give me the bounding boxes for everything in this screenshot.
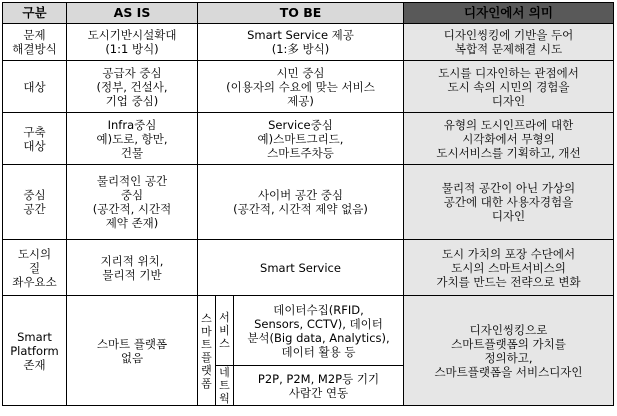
table-row — [3, 240, 614, 296]
row-label: Smart Platform 존재 — [3, 296, 67, 406]
meaning-cell: 유형의 도시인프라에 대한 시각화에서 무형의 도시서비스를 기획하고, 개선 — [404, 113, 614, 165]
network-sub-label: 네 트 웍 — [216, 366, 234, 406]
network-sub-cell: P2P, P2M, M2P등 기기 사람간 연동 — [234, 366, 404, 406]
meaning-cell: 디자인씽킹에 기반을 두어 복합적 문제해결 시도 — [404, 24, 614, 61]
row-label: 구축 대상 — [3, 113, 67, 165]
header-category: 구분 — [3, 3, 67, 24]
table-row — [3, 165, 614, 240]
header-row — [3, 3, 614, 24]
row-label: 문제 해결방식 — [3, 24, 67, 61]
to-be-cell: 시민 중심 (이용자의 수요에 맞는 서비스 제공) — [198, 61, 404, 113]
meaning-cell: 도시를 디자인하는 관점에서 도시 속의 시민의 경험을 디자인 — [404, 61, 614, 113]
service-sub-label: 서 비 스 — [216, 296, 234, 366]
meaning-cell: 도시 가치의 포장 수단에서 도시의 스마트서비스의 가치를 만드는 전략으로 변화 — [404, 240, 614, 296]
as-is-cell: 물리적인 공간 중심 (공간적, 시간적 제약 존재) — [67, 165, 198, 240]
header-as-is: AS IS — [67, 3, 198, 24]
as-is-cell: 도시기반시설확대 (1:1 방식) — [67, 24, 198, 61]
table-row — [3, 24, 614, 61]
to-be-cell: Smart Service — [198, 240, 404, 296]
row-label: 중심 공간 — [3, 165, 67, 240]
header-to-be: TO BE — [198, 3, 404, 24]
as-is-cell: Infra중심 예)도로, 항만, 건물 — [67, 113, 198, 165]
as-is-cell: 지리적 위치, 물리적 기반 — [67, 240, 198, 296]
table-row — [3, 296, 614, 366]
header-design-meaning: 디자인에서 의미 — [404, 3, 614, 24]
meaning-cell: 디자인씽킹으로 스마트플랫폼의 가치를 정의하고, 스마트플랫폼을 서비스디자인 — [404, 296, 614, 406]
comparison-table — [2, 2, 614, 406]
table-row — [3, 61, 614, 113]
row-label: 도시의 질 좌우요소 — [3, 240, 67, 296]
smart-platform-group-label: 스 마 트 플 랫 폼 — [198, 296, 216, 406]
to-be-cell: 사이버 공간 중심 (공간적, 시간적 제약 없음) — [198, 165, 404, 240]
meaning-cell: 물리적 공간이 아닌 가상의 공간에 대한 사용자경험을 디자인 — [404, 165, 614, 240]
to-be-cell: Service중심 예)스마트그리드, 스마트주차등 — [198, 113, 404, 165]
table-row — [3, 113, 614, 165]
to-be-cell: Smart Service 제공 (1:多 방식) — [198, 24, 404, 61]
row-label: 대상 — [3, 61, 67, 113]
as-is-cell: 공급자 중심 (정부, 건설사, 기업 중심) — [67, 61, 198, 113]
service-sub-cell: 데이터수집(RFID, Sensors, CCTV), 데이터 분석(Big data, Analytics), 데이터 활용 등 — [234, 296, 404, 366]
as-is-cell: 스마트 플랫폼 없음 — [67, 296, 198, 406]
